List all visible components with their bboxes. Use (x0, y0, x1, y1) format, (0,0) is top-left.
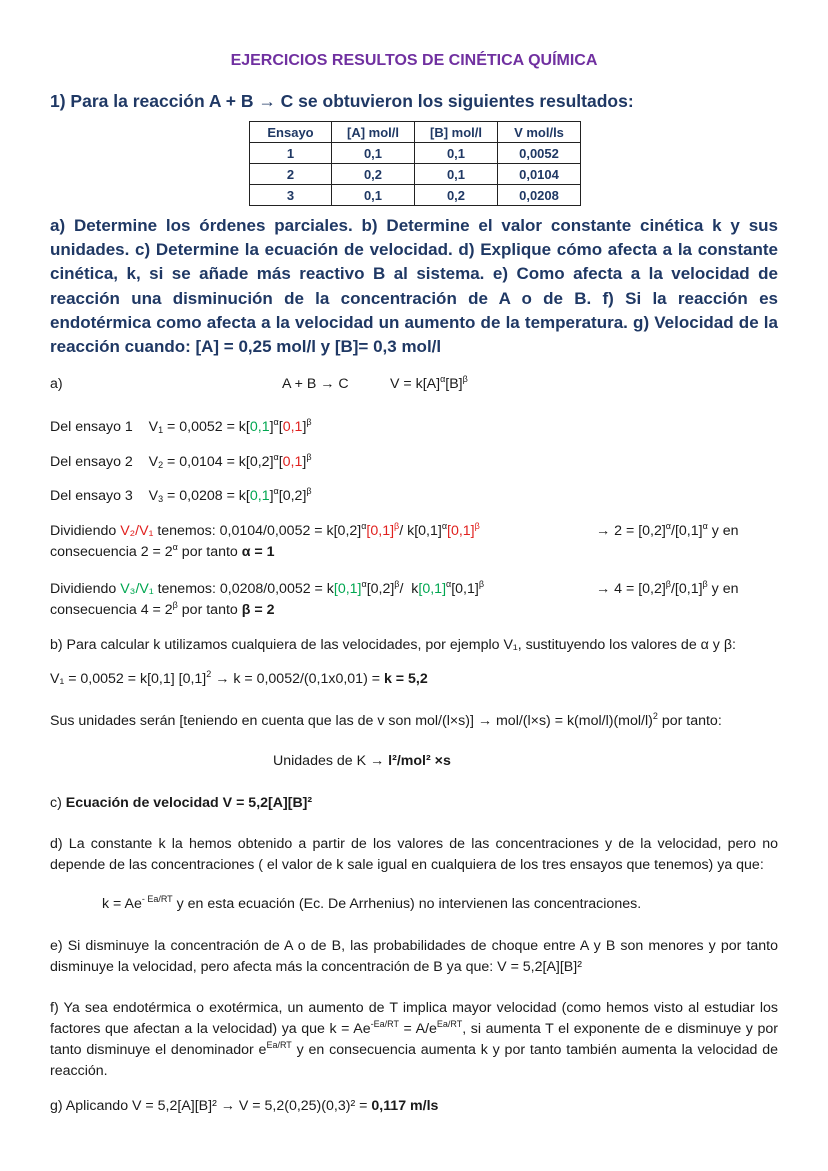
header-v: V mol/ls (498, 122, 581, 143)
division-v3-v1-result: → $4 = [0,2]^\beta/[0,1]^\beta$ y en (596, 579, 739, 597)
cell: 1 (250, 143, 332, 164)
ensayo-3-line: Del ensayo 3 $V_3 = 0,0208 = k[0,1]^\alpha[0,2]^\beta$ (50, 486, 312, 504)
cell: 0,1 (415, 164, 498, 185)
cell: 0,1 (415, 143, 498, 164)
cell: 0,0208 (498, 185, 581, 206)
header-ensayo: Ensayo (250, 122, 332, 143)
table-row (250, 185, 581, 206)
answer-g: g) Aplicando V = 5,2[A][B]² → V = 5,2(0,25)(0,3)² = 0,117 m/ls (50, 1098, 439, 1114)
division-v3-v1: Dividiendo V₃/V₁ tenemos: $0,0208/0,0052 = k[0,1]^\alpha[0,2]^\beta/$ $k[0,1]^\alpha[0,1]^\beta$ (50, 579, 485, 597)
document-title: EJERCICIOS RESULTOS DE CINÉTICA QUÍMICA (230, 52, 598, 69)
answer-f: f) Ya sea endotérmica o exotérmica, un aumento de T implica mayor velocidad (como hemos visto al estudiar los factores que afectan a la velocidad) ya que $k = Ae^{-Ea/RT} = A/e^{Ea/RT}$, si aumenta T el exponente de e disminuye y por tanto disminuye el denominador $e^{Ea/RT}$ y en consecuencia aumenta k y por tanto también aumenta la velocidad de reacción. (50, 1000, 778, 1079)
cell: 0,1 (332, 143, 415, 164)
ensayo-1-line: Del ensayo 1 $V_1 = 0,0052 = k[0,1]^\alpha[0,1]^\beta$ (50, 417, 312, 435)
answer-d: d) La constante k la hemos obtenido a partir de los valores de las concentraciones y de la velocidad, pero no depende de las concentraciones ( el valor de k sale igual en cualquiera de los tres ensayos que tenemos) ya que: (50, 836, 778, 873)
cell: 0,0104 (498, 164, 581, 185)
k-calculation: V₁ = 0,0052 = k[0,1] $[0,1]^2 \to k = 0,0052/(0,1x0,01) = k = 5,2$ (50, 669, 428, 687)
rate-law: $V = k[A]^\alpha[B]^\beta$ (390, 374, 468, 392)
reaction-equation: A + B → C (282, 376, 349, 392)
cell: 0,0052 (498, 143, 581, 164)
division-v2-v1: Dividiendo V₂/V₁ tenemos: $0,0104/0,0052 = k[0,2]^\alpha[0,1]^\beta/$ $k[0,1]^\alpha[0,1]^\beta$ (50, 521, 480, 539)
answer-b-intro: b) Para calcular k utilizamos cualquiera de las velocidades, por ejemplo V₁, sustituyendo los valores de α y β: (50, 637, 736, 653)
units-explanation: Sus unidades serán [teniendo en cuenta que las de v son $mol/(l\times s)] \to mol/(l\times s) = k(mol/l)(mol/l)^2$ por tanto: (50, 711, 722, 729)
results-table (249, 121, 581, 206)
header-a: [A] mol/l (332, 122, 415, 143)
answer-a-header (50, 374, 468, 392)
cell: 3 (250, 185, 332, 206)
arrhenius-equation: $k = Ae^{- Ea/RT}$ y en esta ecuación (Ec. De Arrhenius) no intervienen las concentraciones. (102, 894, 642, 912)
answer-a-label: a) (50, 376, 63, 392)
k-units: Unidades de K → l²/mol² ×s (273, 753, 451, 769)
header-b: [B] mol/l (415, 122, 498, 143)
table-row (250, 143, 581, 164)
ensayo-2-line: Del ensayo 2 $V_2 = 0,0104 = k[0,2]^\alpha[0,1]^\beta$ (50, 452, 312, 470)
table-row (250, 164, 581, 185)
alpha-conclusion: consecuencia $2 = 2^\alpha$ por tanto α = 1 (50, 542, 275, 560)
cell: 0,2 (415, 185, 498, 206)
cell: 0,2 (332, 164, 415, 185)
cell: 0,1 (332, 185, 415, 206)
answer-e: e) Si disminuye la concentración de A o de B, las probabilidades de choque entre A y B son menores y por tanto disminuye la velocidad, pero afecta más la concentración de B ya que: V = 5,2[A][B]² (50, 938, 778, 975)
beta-conclusion: consecuencia $4 = 2^\beta$ por tanto β = 2 (50, 600, 275, 618)
cell: 2 (250, 164, 332, 185)
question-heading: 1) Para la reacción A + B → C se obtuvieron los siguientes resultados: (50, 91, 634, 111)
table-header-row (250, 122, 581, 143)
division-v2-v1-result: → $2 = [0,2]^\alpha/[0,1]^\alpha$ y en (596, 521, 739, 539)
question-statement: a) Determine los órdenes parciales. b) Determine el valor constante cinética k y sus unidades. c) Determine la ecuación de velocidad. d) Explique cómo afecta a la constante cinética, k, si se añade más reactivo B al sistema. e) Como afecta a la velocidad de reacción una disminución de la concentración de A o de B. f) Si la reacción es endotérmica como afecta a la velocidad un aumento de la temperatura. g) Velocidad de la reacción cuando: [A] = 0,25 mol/l y [B]= 0,3 mol/l (50, 216, 778, 357)
answer-c: c) Ecuación de velocidad V = 5,2[A][B]² (50, 795, 313, 811)
